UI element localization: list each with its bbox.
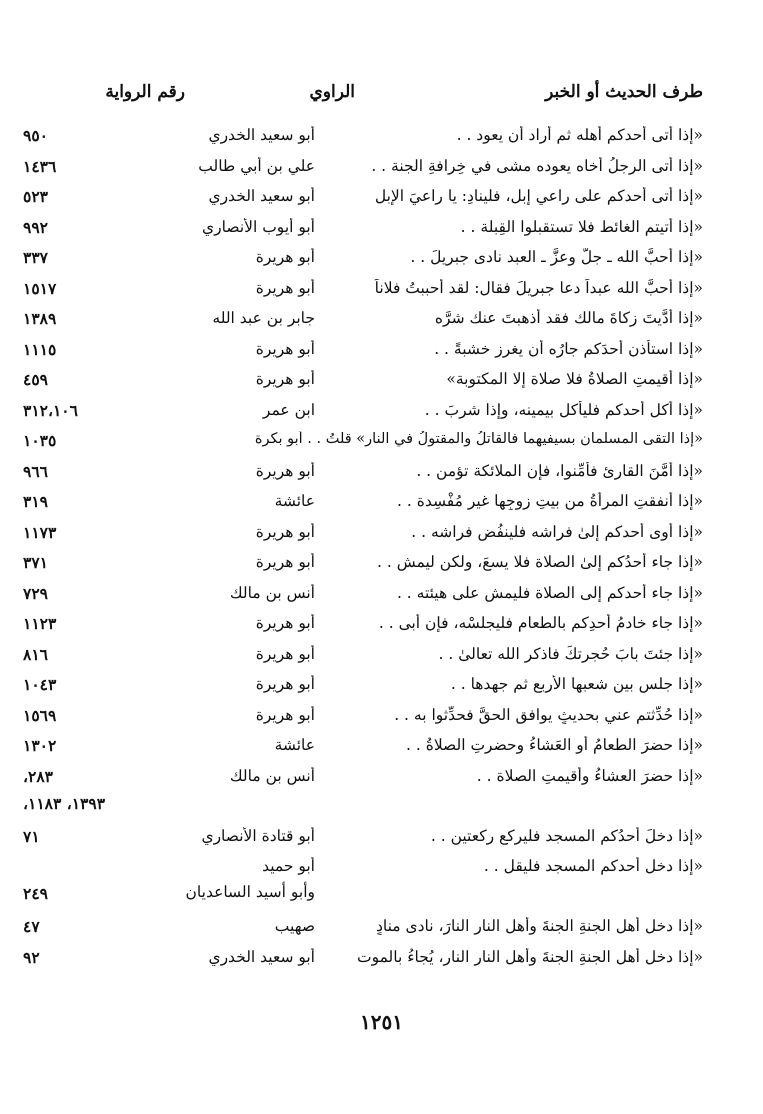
narrator: أبو هريرة	[255, 644, 315, 663]
narration-number: ١١١٥	[23, 339, 57, 359]
header-hadith: طرف الحديث أو الخبر	[545, 82, 703, 102]
narrator: جابر بن عبد الله	[212, 309, 315, 327]
table-row	[0, 825, 763, 856]
hadith-text: «إذا أتى أحدكم أهله ثم أراد أن يعود . .	[456, 126, 703, 144]
hadith-text: «إذا حضرَ العشاءُ وأقيمتِ الصلاة . .	[476, 766, 703, 785]
narrator: أبو سعيد الخدري	[208, 947, 315, 966]
narrator: أبو قتادة الأنصاري	[201, 826, 315, 845]
table-row	[0, 704, 763, 735]
narration-number: ١٠٤٣	[23, 675, 57, 694]
column-header	[0, 82, 763, 112]
narrator: أبو حميد	[262, 857, 315, 875]
hadith-text: «إذا أمَّنَ القارئ فأمِّنوا، فإن الملائكة تؤمن . .	[416, 461, 703, 480]
hadith-text: «إذا أنفقتِ المرأةُ من بيتِ زوجِها غير مُفْسِدة . .	[397, 492, 703, 510]
hadith-text: «إذا جاء أحدُكم إلىٰ الصلاة فلا يسعَ، ولكن ليمش . .	[377, 553, 703, 571]
hadith-text: «إذا حضرَ الطعامُ أو العَشاءُ وحضرتِ الصلاةُ . .	[405, 736, 703, 754]
table-row	[0, 946, 763, 977]
narration-number: ٧١	[23, 826, 40, 846]
narration-number: ١٥١٧	[23, 278, 57, 298]
narrator: أبو أيوب الأنصاري	[202, 217, 315, 236]
table-row	[0, 765, 763, 817]
narration-number: ٢٤٩	[23, 884, 48, 903]
header-narrator: الراوي	[309, 82, 355, 102]
narrator: أبو هريرة	[255, 705, 315, 724]
hadith-text: «إذا دخل أهل الجنةِ الجنةَ وأهل النارِ النارَ، نادى منادٍ	[375, 917, 703, 935]
narrator-continued: وأبو أسيد الساعديان	[185, 883, 315, 901]
narrator: أبو سعيد الخدري	[208, 187, 315, 205]
narration-number: ٤٥٩	[23, 370, 48, 389]
narrator: علي بن أبي طالب	[198, 156, 315, 175]
narration-number: ٩٥٠	[23, 126, 48, 145]
table-row	[0, 399, 763, 430]
hadith-text: «إذا جاء أحدكم إلى الصلاة فليمشِ على هيئته . .	[396, 583, 703, 602]
narration-number: ٩٩٢	[23, 217, 48, 237]
narrator: أبو هريرة	[255, 370, 315, 388]
narration-number: ٧٢٩	[23, 583, 48, 603]
narrator: أبو سعيد الخدري	[208, 126, 315, 144]
table-row	[0, 124, 763, 155]
narrator: أبو هريرة	[255, 522, 315, 541]
table-row	[0, 582, 763, 613]
hadith-text: «إذا أتى أحدكم على راعي إبل، فلينادِ: يا راعيَ الإبل	[374, 187, 703, 205]
table-row	[0, 612, 763, 643]
hadith-text: «إذا أحبَّ الله عبداً دعا جبريلَ فقال: لقد أحببتُ فلاناً	[374, 278, 703, 297]
table-row	[0, 673, 763, 704]
narration-number: ٣٣٧	[23, 248, 48, 267]
table-row	[0, 277, 763, 308]
narrator: أنس بن مالك	[229, 583, 315, 602]
hadith-text: «إذا دخلَ أحدُكم المسجد فليركع ركعتين . .	[430, 826, 703, 845]
narration-number: ٨١٦	[23, 644, 48, 664]
table-row	[0, 551, 763, 582]
table-row	[0, 855, 763, 907]
narrator: أبو هريرة	[255, 675, 315, 693]
hadith-text: «إذا أكل أحدكم فليأكل بيمينه، وإذا شربَ . .	[424, 400, 703, 419]
table-row	[0, 521, 763, 552]
hadith-text: «إذا أحبَّ الله ـ جلَّ وعزَّ ـ العبد نادى جبريلَ . .	[410, 248, 703, 266]
narrator: أبو هريرة	[255, 248, 315, 266]
hadith-text: «إذا أتى الرجلُ أخاه يعوده مشى في خِرافةِ الجنة . .	[371, 156, 703, 175]
table-row	[0, 368, 763, 399]
narration-number: ٤٧	[23, 917, 40, 936]
hadith-text: «إذا جلس بين شعبها الأربع ثم جهدها . .	[450, 675, 703, 693]
page-number: ١٢٥١	[360, 1010, 403, 1034]
narrator: صهيب	[274, 917, 315, 935]
table-row	[0, 490, 763, 521]
hadith-text: «إذا جئتَ بابَ حُجرتكَ فاذكر الله تعالىٰ . .	[438, 644, 703, 663]
table-row	[0, 734, 763, 765]
narrator: أبو هريرة	[255, 278, 315, 297]
hadith-text: «إذا أدَّيتَ زكاةَ مالك فقد أذهبتَ عنك شرَّه	[434, 309, 703, 327]
table-row	[0, 460, 763, 491]
table-row	[0, 155, 763, 186]
narrator: عائشة	[274, 736, 315, 754]
narration-number: ٩٦٦	[23, 461, 48, 481]
table-row	[0, 185, 763, 216]
table-row	[0, 338, 763, 369]
narration-number-continued: ١٣٩٣، ١١٨٣،	[23, 793, 106, 813]
narrator: ابن عمر	[262, 400, 315, 419]
hadith-text: «إذا دخل أهل الجنةِ الجنةَ وأهل النار النار، يُجاءُ بالموت	[356, 947, 703, 966]
narration-number: ١٣٠٢	[23, 736, 57, 755]
narration-number: ١١٧٣	[23, 522, 57, 542]
hadith-text: «إذا أقيمتِ الصلاةُ فلا صلاة إلا المكتوبة»	[446, 370, 703, 388]
narration-number: ٣١٢،١٠٦	[23, 400, 78, 420]
table-row	[0, 915, 763, 946]
hadith-text: «إذا أتيتم الغائط فلا تستقبلوا القِبلة . .	[460, 217, 703, 236]
narration-number: ٩٢	[23, 947, 40, 967]
narrator: أبو هريرة	[255, 553, 315, 571]
narration-number: ١٥٦٩	[23, 705, 57, 725]
index-table	[0, 124, 763, 976]
narrator: أبو هريرة	[255, 461, 315, 480]
header-narration-number: رقم الرواية	[105, 82, 185, 102]
narration-number: ٥٢٣	[23, 187, 48, 206]
hadith-text: «إذا جاء خادمُ أحدِكم بالطعامِ فليجلسْه، فإن أبى . .	[378, 614, 703, 632]
hadith-text: «إذا حُدِّثتم عني بحديثٍ يوافق الحقَّ فحدِّثوا به . .	[394, 705, 703, 724]
narration-number: ٢٨٣،	[23, 766, 53, 786]
table-row	[0, 246, 763, 277]
hadith-text: «إذا التقى المسلمان بسيفيهما فالقاتلُ والمقتولُ في النار» قلتُ . . أبو بكرة	[254, 431, 703, 447]
narration-number: ١٤٣٦	[23, 156, 57, 176]
hadith-text: «إذا دخل أحدكم المسجد فليقل . .	[483, 857, 703, 875]
table-row	[0, 216, 763, 247]
narration-number: ١٠٣٥	[23, 431, 57, 450]
narrator: عائشة	[274, 492, 315, 510]
narration-number: ٣٧١	[23, 553, 48, 572]
narration-number: ١١٢٣	[23, 614, 57, 633]
table-row	[0, 307, 763, 338]
narration-number: ١٣٨٩	[23, 309, 57, 328]
narrator: أبو هريرة	[255, 614, 315, 632]
narrator: أبو هريرة	[255, 339, 315, 358]
table-row	[0, 429, 763, 460]
narration-number: ٣١٩	[23, 492, 48, 511]
table-row	[0, 643, 763, 674]
hadith-text: «إذا استأذن أحدَكم جارُه أن يغرز خشبةً . .	[434, 339, 703, 358]
narrator: أنس بن مالك	[229, 766, 315, 785]
hadith-text: «إذا أوى أحدكم إلىٰ فراشه فلينفُض فراشه . .	[411, 522, 703, 541]
